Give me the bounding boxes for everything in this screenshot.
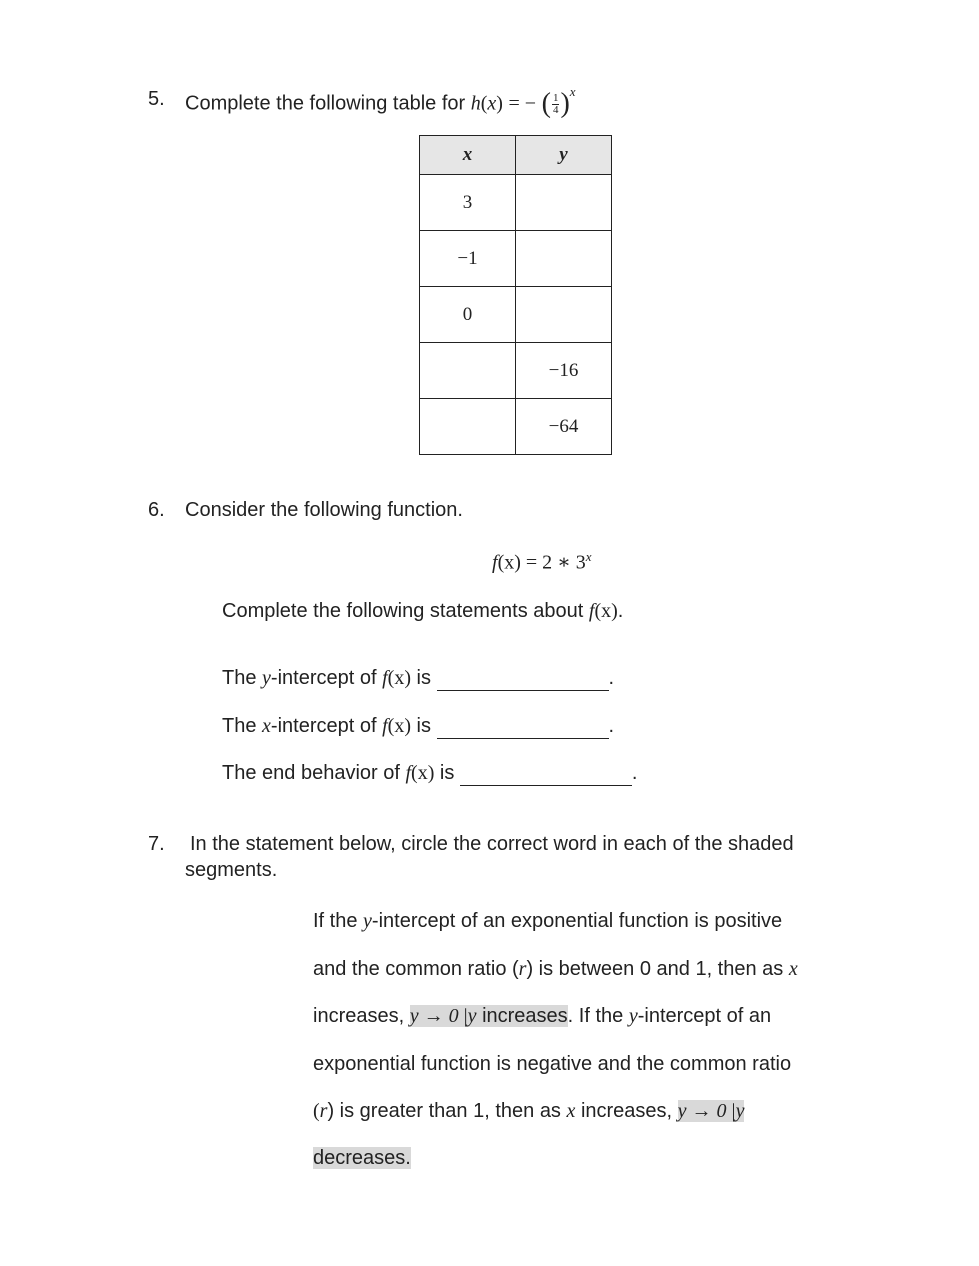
shaded-segment-2-cont[interactable]: decreases. [313, 1147, 411, 1169]
table-cell-y[interactable] [516, 175, 612, 231]
q6-number: 6. [148, 499, 165, 521]
table-cell-x[interactable] [420, 343, 516, 399]
answer-blank[interactable] [460, 762, 632, 786]
table-row [420, 399, 612, 455]
table-row [420, 343, 612, 399]
q5-equals: = − [508, 92, 537, 115]
q6-function: f(x) = 2 ∗ 3$^x$ [492, 549, 592, 574]
q6-statement-y-intercept: The y-intercept of f(x) is . [222, 667, 615, 689]
table-row [420, 287, 612, 343]
table-cell-x[interactable]: −1 [420, 231, 516, 287]
answer-blank[interactable] [437, 715, 609, 739]
q5-prompt: Complete the following table for h(x) = − ( $\frac{1}{4}$ )$^x$ [185, 83, 576, 119]
table-row [420, 231, 612, 287]
q5-prompt-text: Complete the following table for [185, 92, 466, 115]
q5-number: 5. [148, 88, 165, 110]
q7-line-3: increases, y → 0 |y increases. If the y-intercept of an [313, 1005, 772, 1027]
q7-line-1: If the y-intercept of an exponential function is positive [313, 910, 783, 932]
q5-exponent: x [569, 83, 576, 99]
q7-line-6 [313, 1147, 411, 1170]
q7-prompt-line2: segments. [185, 859, 278, 881]
q6-statement-x-intercept: The x-intercept of f(x) is . [222, 715, 615, 737]
q5-func-name: h [470, 92, 481, 115]
table-header-row [420, 136, 612, 175]
table-cell-y[interactable]: −16 [516, 343, 612, 399]
table-row [420, 175, 612, 231]
q7-number: 7. [148, 833, 165, 855]
q5-table [419, 135, 612, 455]
q6-prompt: Consider the following function. [185, 499, 463, 521]
table-header-y: y [516, 136, 612, 175]
q7-line-4: exponential function is negative and the common ratio [313, 1053, 792, 1075]
table-cell-x[interactable]: 3 [420, 175, 516, 231]
q7-line-2: and the common ratio (r) is between 0 and 1, then as x [313, 958, 798, 980]
q7-line-5: (r) is greater than 1, then as x increases, y → 0 |y [313, 1100, 745, 1122]
q6-instruction: Complete the following statements about f(x). [222, 600, 624, 622]
table-header-x: x [420, 136, 516, 175]
q5-func-arg: x [487, 92, 497, 115]
table-cell-x[interactable] [420, 399, 516, 455]
table-cell-x[interactable]: 0 [420, 287, 516, 343]
table-cell-y[interactable] [516, 231, 612, 287]
q7-prompt-line1: In the statement below, circle the correct word in each of the shaded [190, 833, 794, 855]
q6-statement-end-behavior: The end behavior of f(x) is . [222, 762, 638, 784]
q5-fraction: $\frac{1}{4}$ [552, 91, 559, 116]
table-cell-y[interactable] [516, 287, 612, 343]
shaded-segment-1[interactable]: y → 0 |y increases [409, 1005, 568, 1027]
table-cell-y[interactable]: −64 [516, 399, 612, 455]
shaded-segment-2[interactable]: y → 0 |y [677, 1100, 745, 1122]
answer-blank[interactable] [437, 667, 609, 691]
